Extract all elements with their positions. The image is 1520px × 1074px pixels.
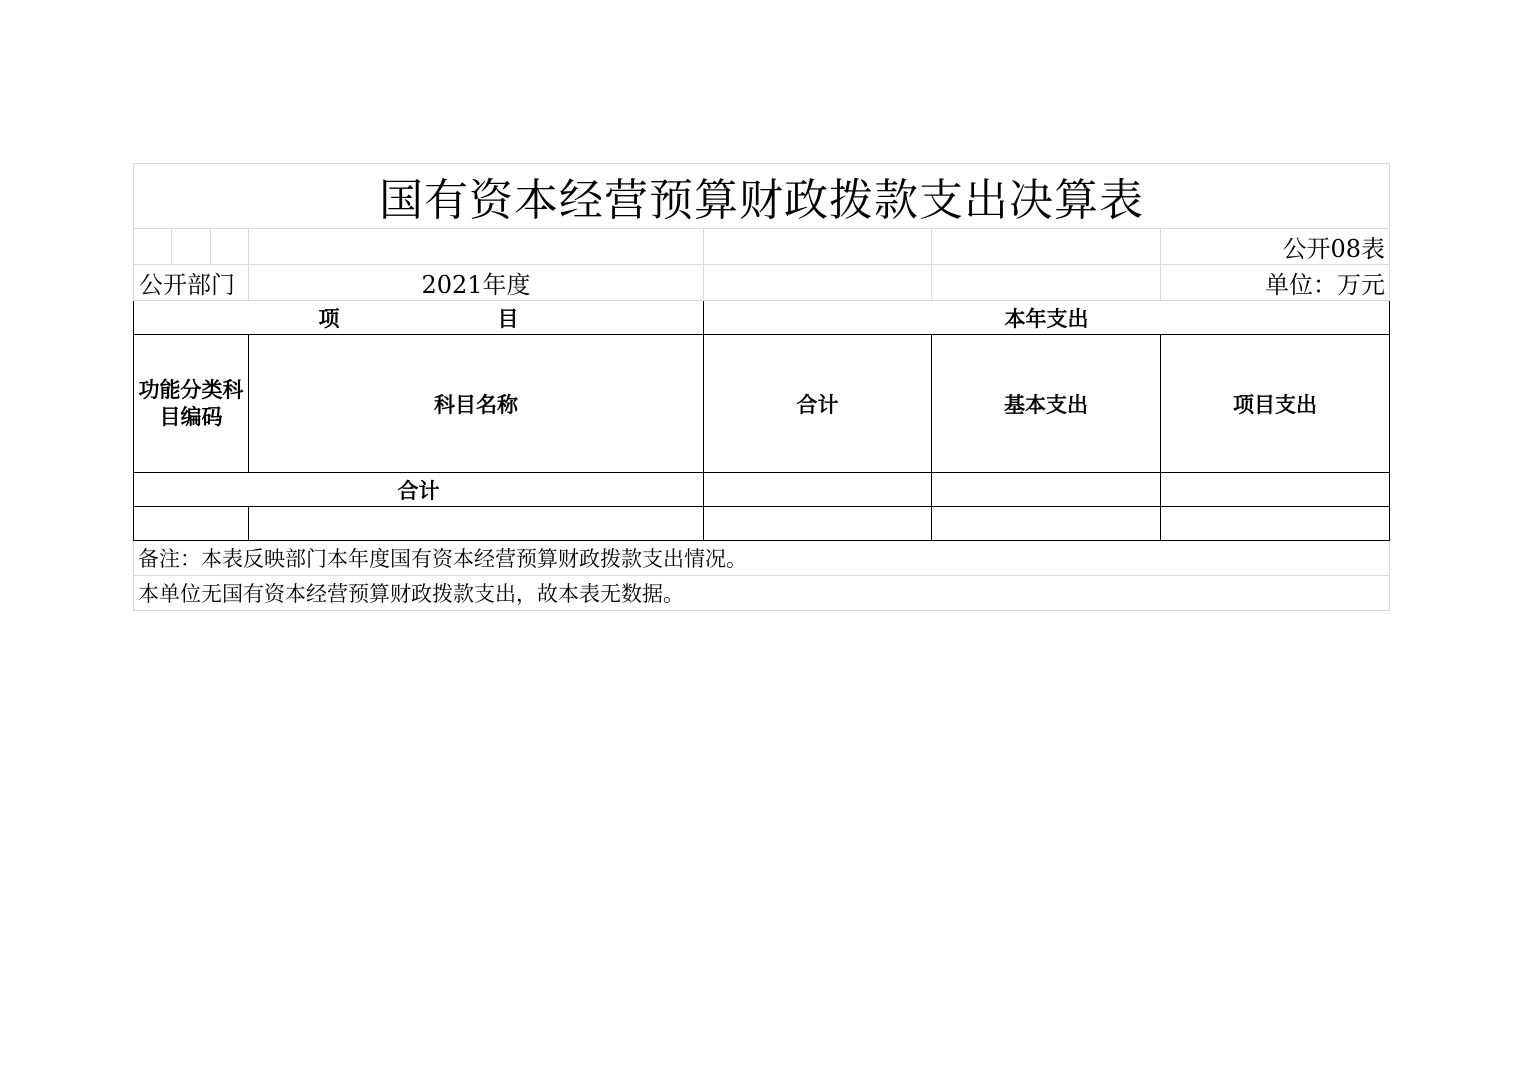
report-title: 国有资本经营预算财政拨款支出决算表 — [134, 164, 1390, 229]
report-table — [133, 163, 1390, 611]
total-value-cell — [704, 507, 932, 541]
current-expense-header: 本年支出 — [704, 301, 1390, 335]
empty-cell — [704, 265, 932, 301]
table-number: 公开08表 — [1161, 229, 1390, 265]
basic-value-cell — [932, 507, 1161, 541]
empty-cell — [172, 229, 211, 265]
empty-cell — [932, 229, 1161, 265]
note-remark: 备注：本表反映部门本年度国有资本经营预算财政拨款支出情况。 — [134, 541, 1390, 576]
item-header — [134, 301, 704, 335]
item-header-left: 项 — [318, 306, 340, 331]
project-expense-header: 项目支出 — [1161, 335, 1390, 473]
empty-cell — [704, 229, 932, 265]
subject-name-header: 科目名称 — [249, 335, 704, 473]
subject-name-cell — [249, 507, 704, 541]
department-label: 公开部门 — [134, 265, 249, 301]
project-value-cell — [1161, 473, 1390, 507]
total-value-cell — [704, 473, 932, 507]
spreadsheet-page — [133, 163, 1389, 611]
unit-label: 单位：万元 — [1161, 265, 1390, 301]
function-code-header: 功能分类科目编码 — [134, 335, 249, 473]
table-row — [134, 507, 1390, 541]
fiscal-year: 2021年度 — [249, 265, 704, 301]
item-header-right: 目 — [497, 306, 519, 331]
total-header: 合计 — [704, 335, 932, 473]
basic-value-cell — [932, 473, 1161, 507]
code-cell — [134, 507, 249, 541]
note-no-data: 本单位无国有资本经营预算财政拨款支出，故本表无数据。 — [134, 576, 1390, 611]
project-value-cell — [1161, 507, 1390, 541]
total-row-label: 合计 — [134, 473, 704, 507]
empty-cell — [932, 265, 1161, 301]
basic-expense-header: 基本支出 — [932, 335, 1161, 473]
total-row — [134, 473, 1390, 507]
empty-cell — [249, 229, 704, 265]
empty-cell — [211, 229, 249, 265]
empty-cell — [134, 229, 172, 265]
